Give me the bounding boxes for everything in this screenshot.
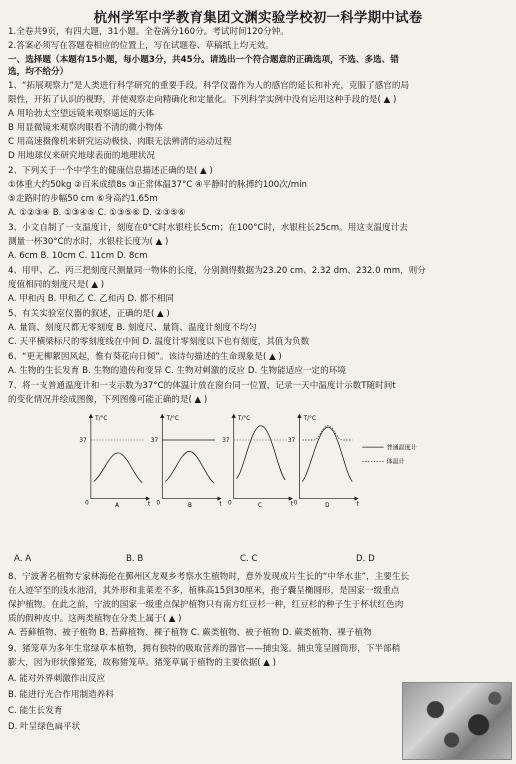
q7-answer-d: D. D — [356, 554, 375, 564]
q7-graphs — [0, 410, 516, 510]
graph-b-ylabel: T/°C — [166, 416, 179, 422]
q4-stem-cont: 度值相同的刻度尺是( ▲ ) — [8, 280, 105, 290]
q1-option-b: B 用显微镜来观察肉眼看不清的微小物体 — [8, 123, 163, 133]
q9-option-c: C. 能生长发育 — [8, 706, 63, 716]
exam-title: 杭州学军中学教育集团文渊实验学校初一科学期中试卷 — [93, 10, 423, 26]
q3-options: A. 6cm B. 10cm C. 11cm D. 8cm — [8, 251, 148, 261]
q1-option-c: C 用高速摄像机来研究运动极快、肉眼无法辨清的运动过程 — [8, 137, 232, 147]
graph-d-tick: 37 — [288, 438, 296, 445]
q9-option-b: B. 能进行光合作用制造养料 — [8, 690, 114, 700]
q1-option-a: A 用哈勃太空望远镜来观察遥远的天体 — [8, 109, 155, 119]
graph-d-xlabel: t — [356, 501, 359, 508]
pitcher-plant-photo — [402, 682, 512, 760]
q8-stem-2: 在人迹罕至的浅水池沼，其外形和韭菜差不多，植株高15到30厘米，孢子囊呈椭圆形，是国家一级重点 — [8, 586, 400, 596]
q7-answer-b: B. B — [126, 554, 144, 564]
q7-answer-a: A. A — [14, 554, 32, 564]
graph-panel-b — [151, 416, 223, 509]
graph-panel-a — [79, 416, 151, 509]
graph-d-ylabel: T/°C — [303, 416, 316, 422]
legend-solid-label: 普通温度计 — [386, 444, 417, 452]
q8-stem: 8、宁波著名植物专家林海伦在鄞州区龙观乡考察水生植物时，意外发现成片生长的“中华水韭”，主要生长 — [8, 572, 410, 582]
instruction-2: 2.答案必须写在答题卷相应的位置上，写在试题卷、草稿纸上均无效。 — [8, 41, 275, 51]
q5-options-ab: A. 量筒、刻度尺都无零刻度 B. 刻度尺、量筒、温度计刻度不均匀 — [8, 323, 257, 333]
graph-d-origin: 0 — [293, 500, 298, 507]
section-heading: 一、选择题（本题有15小题，每小题3分，共45分。请选出一个符合题意的正确选项，不选、多选、错 — [8, 55, 399, 65]
graph-c-xlabel: t — [290, 501, 294, 508]
q2-stem: 2、下列关于一个中学生的健康信息描述正确的是( ▲ ) — [8, 166, 213, 176]
graph-a-tick: 37 — [79, 438, 87, 445]
graph-d-panel-label: D — [325, 503, 330, 510]
q7-stem-cont: 的变化情况并绘成图像，下列图像可能正确的是( ▲ ) — [8, 395, 208, 405]
q6-stem: 6、“更无柳絮因风起，惟有葵花向日倾”。该诗句描述的生命现象是( ▲ ) — [8, 352, 282, 362]
instruction-1: 1.全卷共9页，有四大题，31小题。全卷满分160分。考试时间120分钟。 — [8, 27, 289, 37]
q9-stem-2: 膨大，因为形状像猪笼，故称猪笼草。猪笼草属于植物的主要依据( ▲ ) — [8, 658, 276, 668]
q9-stem: 9、猪笼草为多年生常绿草本植物，拥有独特的吸取营养的器官——捕虫笼。捕虫笼呈圆筒形，下半部稍 — [8, 644, 401, 654]
q3-stem: 3、小文自制了一支温度计，刻度在0°C时水银柱长5cm；在100°C时，水银柱长25cm。用这支温度计去 — [8, 223, 408, 233]
graph-b-origin: 0 — [156, 500, 161, 507]
legend-dotted-label: 体温计 — [386, 458, 405, 466]
graph-a-ylabel: T/°C — [95, 416, 108, 422]
graph-b-panel-label: B — [188, 503, 192, 510]
q9-option-d: D. 叶呈绿色扁平状 — [8, 722, 81, 732]
graph-legend — [362, 443, 417, 465]
q1-stem: 1、“拓展观察力”是人类进行科学研究的重要手段。科学仪器作为人的感官的延长和补充，克服了感官的局 — [8, 81, 410, 91]
q8-options: A. 苔藓植物、被子植物 B. 苔藓植物、裸子植物 C. 蕨类植物、被子植物 D. 蕨类植物、裸子植物 — [8, 628, 372, 638]
graph-a-xlabel: t — [148, 501, 151, 508]
graph-panel-d — [288, 416, 360, 509]
q5-stem: 5、有关实验室仪器的叙述，正确的是( ▲ ) — [8, 309, 170, 319]
q4-stem: 4、用甲、乙、丙三把刻度尺测量同一物体的长度，分别测得数据为23.20 cm、2.32 dm、232.0 mm，则分 — [8, 266, 426, 276]
graph-panel-c — [222, 416, 294, 509]
graph-c-origin: 0 — [228, 500, 232, 507]
graph-c-panel-label: C — [258, 503, 262, 510]
q6-options: A. 生物的生长发育 B. 生物的遗传和变异 C. 生物对刺激的反应 D. 生物能适应一定的环境 — [8, 366, 346, 376]
q1-stem-cont: 限性，开拓了认识的视野，并使观察走向精确化和定量化。下列科学实例中没有运用这种手段的是( ▲ ) — [8, 95, 397, 105]
graph-c-ylabel: T/°C — [238, 416, 251, 422]
graph-b-xlabel: t — [219, 501, 222, 508]
graph-c-tick: 37 — [222, 438, 230, 445]
q1-option-d: D 用地球仪来研究地球表面的地理状况 — [8, 151, 155, 161]
q4-options: A. 甲和丙 B. 甲和乙 C. 乙和丙 D. 都不相同 — [8, 294, 175, 304]
graph-b-tick: 37 — [150, 438, 159, 445]
q2-items-cont: ⑤走路时的步幅50 cm ⑥身高约1.65m — [8, 194, 158, 204]
q9-option-a: A. 能对外界刺激作出反应 — [8, 674, 106, 684]
q8-stem-4: 质的假种皮中。这两类植物在分类上属于( ▲ ) — [8, 614, 182, 624]
q2-items: ①体重大约50kg ②百米成绩8s ③正常体温37°C ④平静时的脉搏约100次/min — [8, 180, 307, 190]
q7-stem: 7、将一支普通温度计和一支示数为37°C的体温计放在窗台同一位置，记录一天中温度计示数T随时间t — [8, 381, 396, 391]
q8-stem-3: 保护植物。在此之前，宁波的国家一级重点保护植物只有南方红豆杉一种，红豆杉的种子生于杯状红色肉 — [8, 600, 404, 610]
section-heading-cont: 选，均不给分） — [8, 67, 69, 77]
q2-options: A. ①②③④ B. ①③④⑤ C. ①③⑤⑥ D. ②③⑤⑥ — [8, 208, 186, 218]
q5-options-cd: C. 天平横梁标尺的零刻度线在中间 D. 温度计零刻度以下也有刻度，其值为负数 — [8, 337, 310, 347]
q7-answer-c: C. C — [240, 554, 258, 564]
q3-stem-cont: 测量一杯30°C的水时，水银柱长度为( ▲ ) — [8, 237, 169, 247]
graph-a-origin: 0 — [85, 500, 89, 507]
graph-a-panel-label: A — [115, 503, 120, 510]
